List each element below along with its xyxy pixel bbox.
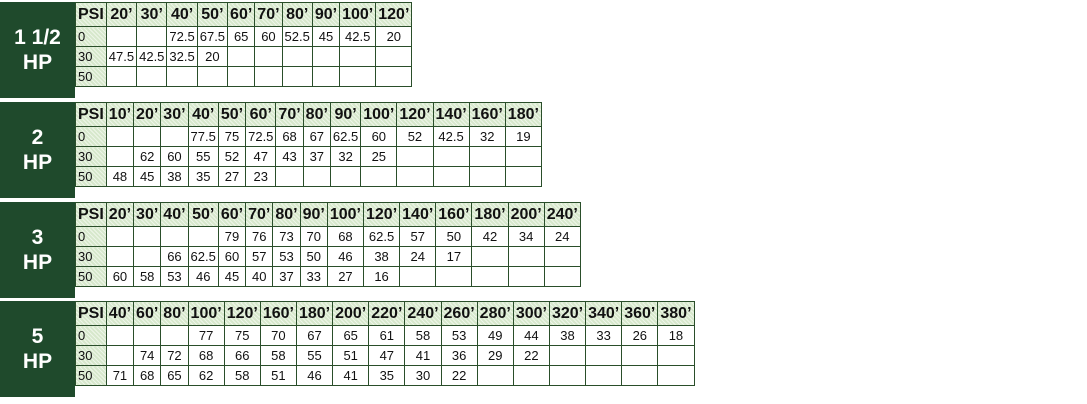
flow-cell bbox=[361, 167, 397, 187]
depth-header: 120’ bbox=[397, 103, 433, 127]
flow-cell: 51 bbox=[260, 366, 296, 386]
hp-value: 5 bbox=[31, 325, 44, 348]
depth-header: 240’ bbox=[544, 203, 580, 227]
flow-cell bbox=[134, 326, 161, 346]
depth-header: 320’ bbox=[549, 302, 585, 326]
flow-cell: 53 bbox=[161, 267, 188, 287]
flow-cell: 45 bbox=[312, 27, 339, 47]
depth-header: 120’ bbox=[224, 302, 260, 326]
flow-cell bbox=[544, 247, 580, 267]
depth-header: 300’ bbox=[513, 302, 549, 326]
flow-cell: 50 bbox=[300, 247, 327, 267]
flow-cell: 45 bbox=[218, 267, 245, 287]
depth-header: 180’ bbox=[505, 103, 541, 127]
flow-cell: 55 bbox=[188, 147, 218, 167]
depth-header: 90’ bbox=[300, 203, 327, 227]
performance-table bbox=[75, 301, 695, 386]
psi-row bbox=[76, 47, 412, 67]
flow-cell: 65 bbox=[333, 326, 369, 346]
flow-cell: 52 bbox=[397, 127, 433, 147]
flow-cell bbox=[282, 67, 312, 87]
hp-unit: HP bbox=[22, 251, 53, 274]
psi-row bbox=[76, 227, 581, 247]
depth-header: 360’ bbox=[622, 302, 658, 326]
flow-cell: 57 bbox=[246, 247, 273, 267]
flow-cell: 76 bbox=[246, 227, 273, 247]
psi-row bbox=[76, 27, 412, 47]
flow-cell bbox=[508, 247, 544, 267]
flow-cell: 60 bbox=[106, 267, 133, 287]
depth-header: 140’ bbox=[433, 103, 469, 127]
hp-value: 3 bbox=[31, 226, 44, 249]
depth-header: 90’ bbox=[330, 103, 360, 127]
flow-cell: 42.5 bbox=[137, 47, 167, 67]
flow-cell bbox=[312, 47, 339, 67]
depth-header: 120’ bbox=[364, 203, 400, 227]
flow-cell bbox=[400, 267, 436, 287]
flow-cell: 60 bbox=[255, 27, 282, 47]
flow-cell: 42.5 bbox=[340, 27, 376, 47]
depth-header: 60’ bbox=[134, 302, 161, 326]
performance-table bbox=[75, 2, 412, 87]
flow-cell: 75 bbox=[224, 326, 260, 346]
flow-cell: 47 bbox=[246, 147, 276, 167]
flow-cell: 33 bbox=[300, 267, 327, 287]
depth-header: 40’ bbox=[161, 203, 188, 227]
hp-value: 2 bbox=[31, 126, 44, 149]
flow-cell bbox=[197, 67, 227, 87]
psi-value: 0 bbox=[76, 326, 107, 346]
depth-header: 50’ bbox=[197, 3, 227, 27]
flow-cell: 62 bbox=[134, 147, 161, 167]
psi-row bbox=[76, 346, 695, 366]
flow-cell: 55 bbox=[296, 346, 332, 366]
depth-header: 70’ bbox=[276, 103, 303, 127]
flow-cell: 40 bbox=[246, 267, 273, 287]
flow-cell bbox=[303, 167, 330, 187]
flow-cell bbox=[544, 267, 580, 287]
flow-cell bbox=[161, 127, 188, 147]
flow-cell: 38 bbox=[549, 326, 585, 346]
flow-cell: 70 bbox=[260, 326, 296, 346]
flow-cell: 27 bbox=[218, 167, 245, 187]
depth-header: 40’ bbox=[167, 3, 197, 27]
flow-cell bbox=[106, 67, 136, 87]
flow-cell: 60 bbox=[218, 247, 245, 267]
depth-header: 100’ bbox=[327, 203, 363, 227]
depth-header: 200’ bbox=[508, 203, 544, 227]
flow-cell bbox=[513, 366, 549, 386]
flow-cell bbox=[106, 227, 133, 247]
psi-row bbox=[76, 366, 695, 386]
flow-cell: 58 bbox=[134, 267, 161, 287]
flow-cell bbox=[436, 267, 472, 287]
flow-cell bbox=[397, 167, 433, 187]
psi-value: 0 bbox=[76, 227, 107, 247]
flow-cell: 44 bbox=[513, 326, 549, 346]
flow-cell bbox=[340, 47, 376, 67]
flow-cell: 33 bbox=[586, 326, 622, 346]
flow-cell bbox=[376, 67, 412, 87]
depth-header: 100’ bbox=[340, 3, 376, 27]
flow-cell bbox=[505, 167, 541, 187]
depth-header: 60’ bbox=[218, 203, 245, 227]
flow-cell: 47 bbox=[369, 346, 405, 366]
flow-cell: 58 bbox=[405, 326, 441, 346]
flow-cell bbox=[134, 227, 161, 247]
flow-cell: 16 bbox=[364, 267, 400, 287]
flow-cell: 27 bbox=[327, 267, 363, 287]
flow-cell: 34 bbox=[508, 227, 544, 247]
flow-cell: 22 bbox=[441, 366, 477, 386]
flow-cell: 46 bbox=[327, 247, 363, 267]
flow-cell: 60 bbox=[161, 147, 188, 167]
flow-cell: 20 bbox=[197, 47, 227, 67]
flow-cell bbox=[376, 47, 412, 67]
flow-cell: 58 bbox=[260, 346, 296, 366]
depth-header: 70’ bbox=[255, 3, 282, 27]
flow-cell bbox=[106, 247, 133, 267]
flow-cell: 24 bbox=[544, 227, 580, 247]
flow-cell: 46 bbox=[296, 366, 332, 386]
psi-header: PSI bbox=[76, 3, 107, 27]
depth-header: 80’ bbox=[273, 203, 300, 227]
flow-cell bbox=[477, 366, 513, 386]
flow-cell: 61 bbox=[369, 326, 405, 346]
flow-cell: 68 bbox=[188, 346, 224, 366]
flow-cell: 60 bbox=[361, 127, 397, 147]
depth-header: 380’ bbox=[658, 302, 694, 326]
flow-cell: 72 bbox=[161, 346, 188, 366]
flow-cell bbox=[106, 147, 133, 167]
flow-cell: 35 bbox=[188, 167, 218, 187]
depth-header: 60’ bbox=[228, 3, 255, 27]
psi-value: 0 bbox=[76, 127, 107, 147]
flow-cell: 37 bbox=[303, 147, 330, 167]
depth-header: 30’ bbox=[134, 203, 161, 227]
flow-cell bbox=[658, 366, 694, 386]
flow-cell: 35 bbox=[369, 366, 405, 386]
depth-header: 160’ bbox=[436, 203, 472, 227]
flow-cell: 49 bbox=[477, 326, 513, 346]
depth-header: 70’ bbox=[246, 203, 273, 227]
flow-cell: 65 bbox=[161, 366, 188, 386]
flow-cell: 47.5 bbox=[106, 47, 136, 67]
depth-header: 60’ bbox=[246, 103, 276, 127]
flow-cell: 62 bbox=[188, 366, 224, 386]
flow-cell bbox=[472, 247, 508, 267]
flow-cell: 52 bbox=[218, 147, 245, 167]
flow-cell bbox=[167, 67, 197, 87]
psi-value: 50 bbox=[76, 366, 107, 386]
flow-cell bbox=[276, 167, 303, 187]
flow-cell: 20 bbox=[376, 27, 412, 47]
depth-header: 20’ bbox=[106, 203, 133, 227]
depth-header: 20’ bbox=[134, 103, 161, 127]
flow-cell: 52.5 bbox=[282, 27, 312, 47]
flow-cell: 32 bbox=[469, 127, 505, 147]
hp-label bbox=[0, 202, 75, 298]
flow-cell bbox=[469, 167, 505, 187]
flow-cell: 25 bbox=[361, 147, 397, 167]
depth-header: 240’ bbox=[405, 302, 441, 326]
flow-cell: 70 bbox=[300, 227, 327, 247]
flow-cell bbox=[397, 147, 433, 167]
depth-header: 340’ bbox=[586, 302, 622, 326]
flow-cell bbox=[106, 127, 133, 147]
flow-cell: 71 bbox=[106, 366, 133, 386]
flow-cell bbox=[586, 366, 622, 386]
hp-label bbox=[0, 102, 75, 198]
flow-cell: 57 bbox=[400, 227, 436, 247]
depth-header: 80’ bbox=[303, 103, 330, 127]
flow-cell: 29 bbox=[477, 346, 513, 366]
flow-cell: 53 bbox=[441, 326, 477, 346]
psi-value: 30 bbox=[76, 346, 107, 366]
flow-cell bbox=[228, 67, 255, 87]
flow-cell: 51 bbox=[333, 346, 369, 366]
depth-header: 50’ bbox=[188, 203, 218, 227]
psi-value: 50 bbox=[76, 67, 107, 87]
flow-cell bbox=[312, 67, 339, 87]
flow-cell bbox=[469, 147, 505, 167]
psi-row bbox=[76, 167, 542, 187]
flow-cell bbox=[658, 346, 694, 366]
flow-cell: 22 bbox=[513, 346, 549, 366]
hp-unit: HP bbox=[22, 350, 53, 373]
performance-table bbox=[75, 202, 581, 287]
depth-header: 200’ bbox=[333, 302, 369, 326]
psi-row bbox=[76, 326, 695, 346]
flow-cell: 37 bbox=[273, 267, 300, 287]
flow-cell bbox=[549, 346, 585, 366]
flow-cell bbox=[622, 346, 658, 366]
flow-cell: 26 bbox=[622, 326, 658, 346]
flow-cell: 65 bbox=[228, 27, 255, 47]
flow-cell bbox=[622, 366, 658, 386]
flow-cell: 66 bbox=[161, 247, 188, 267]
flow-cell: 72.5 bbox=[246, 127, 276, 147]
flow-cell: 62.5 bbox=[330, 127, 360, 147]
flow-cell: 72.5 bbox=[167, 27, 197, 47]
depth-header: 100’ bbox=[361, 103, 397, 127]
flow-cell bbox=[161, 227, 188, 247]
hp-label bbox=[0, 2, 75, 98]
flow-cell bbox=[228, 47, 255, 67]
depth-header-row bbox=[76, 302, 695, 326]
flow-cell: 68 bbox=[134, 366, 161, 386]
psi-row bbox=[76, 67, 412, 87]
psi-header: PSI bbox=[76, 103, 107, 127]
flow-cell: 77 bbox=[188, 326, 224, 346]
depth-header-row bbox=[76, 103, 542, 127]
flow-cell bbox=[472, 267, 508, 287]
flow-cell bbox=[586, 346, 622, 366]
psi-value: 30 bbox=[76, 247, 107, 267]
flow-cell: 19 bbox=[505, 127, 541, 147]
depth-header: 160’ bbox=[469, 103, 505, 127]
flow-cell: 23 bbox=[246, 167, 276, 187]
depth-header: 120’ bbox=[376, 3, 412, 27]
flow-cell: 18 bbox=[658, 326, 694, 346]
flow-cell: 66 bbox=[224, 346, 260, 366]
flow-cell: 45 bbox=[134, 167, 161, 187]
flow-cell bbox=[137, 67, 167, 87]
flow-cell bbox=[282, 47, 312, 67]
flow-cell bbox=[433, 167, 469, 187]
depth-header: 140’ bbox=[400, 203, 436, 227]
depth-header: 30’ bbox=[137, 3, 167, 27]
psi-value: 30 bbox=[76, 147, 107, 167]
psi-value: 0 bbox=[76, 27, 107, 47]
flow-cell: 67 bbox=[303, 127, 330, 147]
flow-cell bbox=[106, 326, 133, 346]
flow-cell: 77.5 bbox=[188, 127, 218, 147]
flow-cell: 41 bbox=[333, 366, 369, 386]
flow-cell: 75 bbox=[218, 127, 245, 147]
flow-cell bbox=[255, 47, 282, 67]
psi-value: 30 bbox=[76, 47, 107, 67]
flow-cell bbox=[549, 366, 585, 386]
flow-cell: 79 bbox=[218, 227, 245, 247]
flow-cell: 41 bbox=[405, 346, 441, 366]
flow-cell: 38 bbox=[364, 247, 400, 267]
flow-cell: 17 bbox=[436, 247, 472, 267]
hp-unit: HP bbox=[22, 51, 53, 74]
flow-cell bbox=[137, 27, 167, 47]
flow-cell: 48 bbox=[106, 167, 133, 187]
depth-header: 100’ bbox=[188, 302, 224, 326]
depth-header: 40’ bbox=[188, 103, 218, 127]
flow-cell bbox=[340, 67, 376, 87]
hp-value: 1 1/2 bbox=[14, 26, 61, 49]
flow-cell bbox=[134, 247, 161, 267]
flow-cell: 62.5 bbox=[364, 227, 400, 247]
depth-header: 160’ bbox=[260, 302, 296, 326]
psi-value: 50 bbox=[76, 267, 107, 287]
flow-cell: 67.5 bbox=[197, 27, 227, 47]
psi-row bbox=[76, 147, 542, 167]
psi-value: 50 bbox=[76, 167, 107, 187]
flow-cell bbox=[508, 267, 544, 287]
hp-label bbox=[0, 301, 75, 397]
flow-cell: 74 bbox=[134, 346, 161, 366]
depth-header: 10’ bbox=[106, 103, 133, 127]
psi-row bbox=[76, 127, 542, 147]
hp-unit: HP bbox=[22, 151, 53, 174]
flow-cell: 68 bbox=[276, 127, 303, 147]
depth-header: 80’ bbox=[282, 3, 312, 27]
flow-cell bbox=[330, 167, 360, 187]
flow-cell bbox=[188, 227, 218, 247]
depth-header: 180’ bbox=[296, 302, 332, 326]
depth-header-row bbox=[76, 3, 412, 27]
performance-table bbox=[75, 102, 542, 187]
flow-cell: 73 bbox=[273, 227, 300, 247]
flow-cell: 30 bbox=[405, 366, 441, 386]
psi-row bbox=[76, 267, 581, 287]
flow-cell bbox=[106, 346, 133, 366]
psi-header: PSI bbox=[76, 302, 107, 326]
flow-cell: 36 bbox=[441, 346, 477, 366]
flow-cell: 68 bbox=[327, 227, 363, 247]
flow-cell: 32.5 bbox=[167, 47, 197, 67]
flow-cell bbox=[106, 27, 136, 47]
flow-cell bbox=[505, 147, 541, 167]
flow-cell: 32 bbox=[330, 147, 360, 167]
flow-cell: 53 bbox=[273, 247, 300, 267]
flow-cell: 46 bbox=[188, 267, 218, 287]
depth-header: 20’ bbox=[106, 3, 136, 27]
depth-header: 180’ bbox=[472, 203, 508, 227]
flow-cell: 38 bbox=[161, 167, 188, 187]
flow-cell: 43 bbox=[276, 147, 303, 167]
flow-cell bbox=[134, 127, 161, 147]
flow-cell bbox=[433, 147, 469, 167]
depth-header-row bbox=[76, 203, 581, 227]
flow-cell: 62.5 bbox=[188, 247, 218, 267]
flow-cell bbox=[255, 67, 282, 87]
flow-cell: 42.5 bbox=[433, 127, 469, 147]
depth-header: 280’ bbox=[477, 302, 513, 326]
depth-header: 30’ bbox=[161, 103, 188, 127]
depth-header: 90’ bbox=[312, 3, 339, 27]
depth-header: 220’ bbox=[369, 302, 405, 326]
flow-cell: 67 bbox=[296, 326, 332, 346]
flow-cell: 58 bbox=[224, 366, 260, 386]
flow-cell: 42 bbox=[472, 227, 508, 247]
flow-cell: 50 bbox=[436, 227, 472, 247]
flow-cell: 24 bbox=[400, 247, 436, 267]
depth-header: 80’ bbox=[161, 302, 188, 326]
psi-header: PSI bbox=[76, 203, 107, 227]
depth-header: 50’ bbox=[218, 103, 245, 127]
psi-row bbox=[76, 247, 581, 267]
depth-header: 40’ bbox=[106, 302, 133, 326]
flow-cell bbox=[161, 326, 188, 346]
depth-header: 260’ bbox=[441, 302, 477, 326]
